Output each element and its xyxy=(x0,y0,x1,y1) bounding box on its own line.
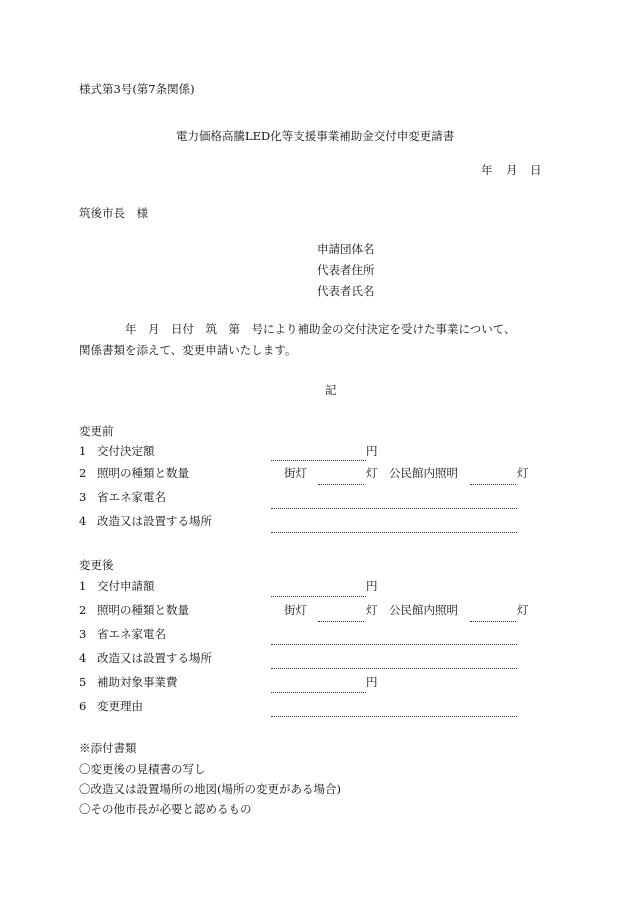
after-item-5-num: 5 xyxy=(79,675,87,689)
after-item-2-num: 2 xyxy=(79,603,87,617)
after-hall-light-label: 公民館内照明 xyxy=(389,603,458,617)
before-item-1-label: 交付決定額 xyxy=(97,444,155,458)
after-hall-light-line xyxy=(470,621,516,622)
after-project-cost-unit: 円 xyxy=(366,675,378,689)
before-item-2-num: 2 xyxy=(79,466,87,480)
applicant-rep-name-label: 代表者氏名 xyxy=(317,284,375,298)
attachment-item-1: 〇変更後の見積書の写し xyxy=(79,762,206,776)
attachments-heading: ※添付書類 xyxy=(79,741,137,755)
after-reason-line xyxy=(271,716,517,717)
applicant-rep-address-label: 代表者住所 xyxy=(317,263,375,277)
body-line-1: 年 月 日付 筑 第 号により補助金の交付決定を受けた事業について、 xyxy=(125,322,516,336)
document-title: 電力価格高騰LED化等支援事業補助金交付申変更請書 xyxy=(176,129,455,143)
after-item-3-label: 省エネ家電名 xyxy=(97,627,166,641)
before-appliance-line xyxy=(271,508,517,509)
form-number: 様式第3号(第7条関係) xyxy=(79,82,195,96)
before-item-4-label: 改造又は設置する場所 xyxy=(97,514,212,528)
after-item-4-num: 4 xyxy=(79,651,87,665)
before-hall-light-unit: 灯 xyxy=(517,466,529,480)
before-hall-light-line xyxy=(470,484,516,485)
before-item-3-num: 3 xyxy=(79,490,87,504)
before-item-1-num: 1 xyxy=(79,444,87,458)
attachment-item-3: 〇その他市長が必要と認めるもの xyxy=(79,802,252,816)
before-hall-light-label: 公民館内照明 xyxy=(389,466,458,480)
after-item-5-label: 補助対象事業費 xyxy=(97,675,178,689)
after-streetlight-unit: 灯 xyxy=(366,603,378,617)
body-line-2: 関係書類を添えて、変更申請いたします。 xyxy=(79,343,297,357)
ki-heading: 記 xyxy=(325,383,337,397)
date-month: 月 xyxy=(506,163,518,177)
before-item-2-label: 照明の種類と数量 xyxy=(97,466,189,480)
after-amount-unit: 円 xyxy=(366,579,378,593)
after-item-1-num: 1 xyxy=(79,579,87,593)
after-item-6-num: 6 xyxy=(79,699,87,713)
after-item-1-label: 交付申請額 xyxy=(97,579,155,593)
after-item-4-label: 改造又は設置する場所 xyxy=(97,651,212,665)
after-item-2-label: 照明の種類と数量 xyxy=(97,603,189,617)
date-day: 日 xyxy=(530,163,542,177)
before-streetlight-unit: 灯 xyxy=(366,466,378,480)
addressee: 筑後市長 様 xyxy=(79,206,148,220)
after-heading: 変更後 xyxy=(79,558,114,572)
before-streetlight-line xyxy=(318,484,364,485)
before-heading: 変更前 xyxy=(79,424,114,438)
before-item-4-num: 4 xyxy=(79,514,87,528)
after-hall-light-unit: 灯 xyxy=(517,603,529,617)
after-item-3-num: 3 xyxy=(79,627,87,641)
after-amount-line xyxy=(271,596,366,597)
before-item-3-label: 省エネ家電名 xyxy=(97,490,166,504)
before-amount-line xyxy=(271,460,366,461)
attachment-item-2: 〇改造又は設置場所の地図(場所の変更がある場合) xyxy=(79,782,341,796)
after-streetlight-label: 街灯 xyxy=(284,603,307,617)
after-item-6-label: 変更理由 xyxy=(97,699,143,713)
after-project-cost-line xyxy=(271,692,366,693)
before-location-line xyxy=(271,532,517,533)
applicant-org-name-label: 申請団体名 xyxy=(317,242,375,256)
after-appliance-line xyxy=(271,644,517,645)
before-streetlight-label: 街灯 xyxy=(284,466,307,480)
date-year: 年 xyxy=(481,163,493,177)
before-amount-unit: 円 xyxy=(366,444,378,458)
after-streetlight-line xyxy=(318,621,364,622)
after-location-line xyxy=(271,668,517,669)
